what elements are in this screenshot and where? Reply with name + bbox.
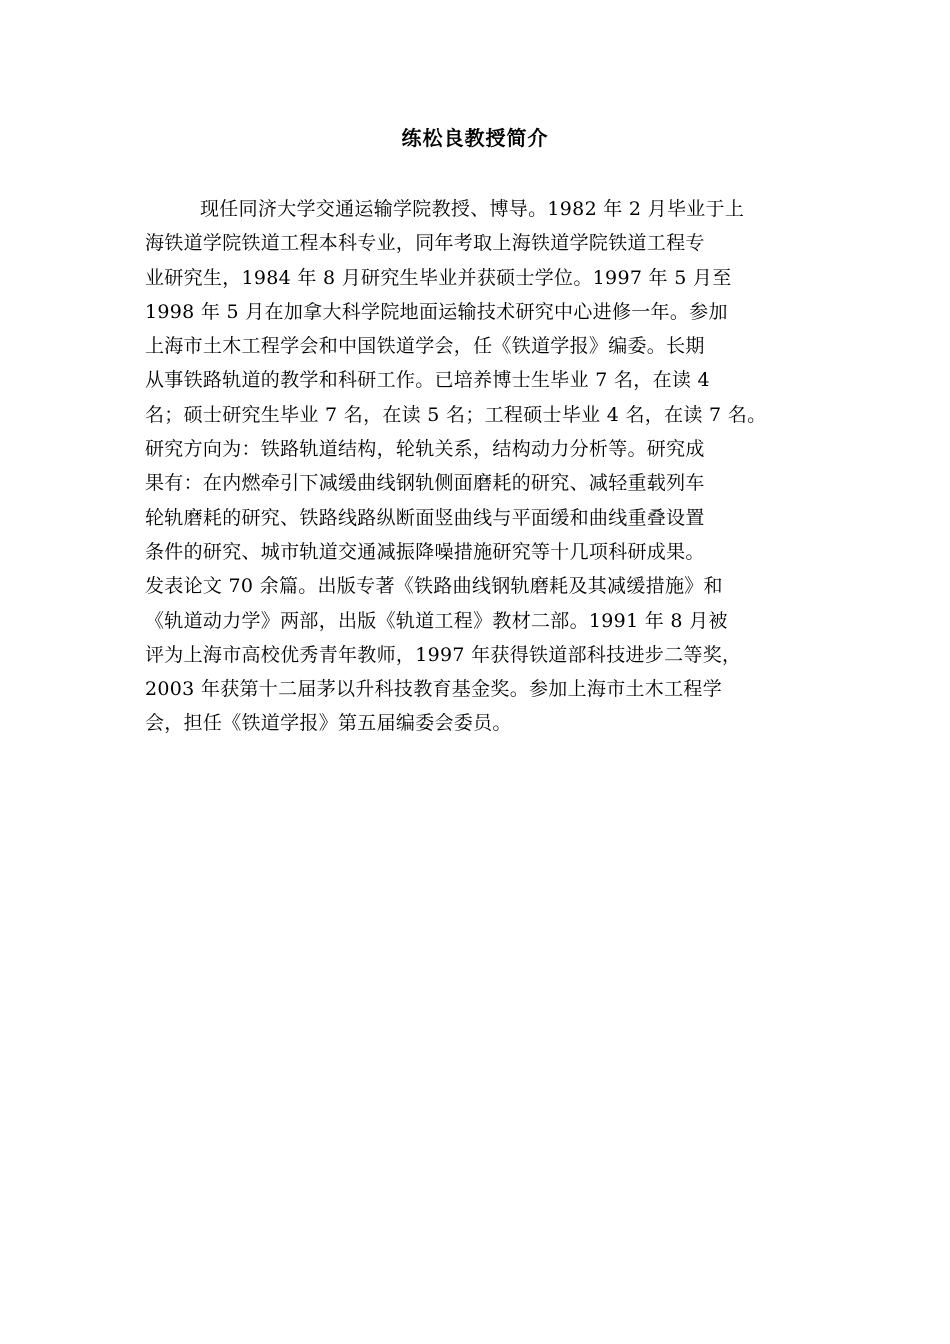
paragraph-line: 名；硕士研究生毕业 7 名，在读 5 名；工程硕士毕业 4 名，在读 7 名。 — [145, 403, 767, 426]
paragraph-line: 业研究生，1984 年 8 月研究生毕业并获硕士学位。1997 年 5 月至 — [145, 266, 732, 289]
paragraph-line: 会，担任《铁道学报》第五届编委会委员。 — [145, 712, 512, 735]
paragraph-line: 条件的研究、城市轨道交通减振降噪措施研究等十几项科研成果。 — [145, 540, 705, 563]
paragraph-line: 1998 年 5 月在加拿大科学院地面运输技术研究中心进修一年。参加 — [145, 300, 728, 323]
paragraph-line: 《轨道动力学》两部，出版《轨道工程》教材二部。1991 年 8 月被 — [145, 609, 728, 632]
paragraph-line: 海铁道学院铁道工程本科专业，同年考取上海铁道学院铁道工程专 — [145, 232, 705, 255]
paragraph-line: 从事铁路轨道的教学和科研工作。已培养博士生毕业 7 名，在读 4 — [145, 369, 710, 392]
document-title: 练松良教授简介 — [401, 126, 549, 150]
paragraph-line: 评为上海市高校优秀青年教师，1997 年获得铁道部科技进步二等奖， — [145, 643, 742, 666]
paragraph-line: 现任同济大学交通运输学院教授、博导。1982 年 2 月毕业于上 — [200, 198, 745, 220]
paragraph-line: 研究方向为：铁路轨道结构，轮轨关系，结构动力分析等。研究成 — [145, 438, 705, 461]
paragraph-line: 轮轨磨耗的研究、铁路线路纵断面竖曲线与平面缓和曲线重叠设置 — [145, 506, 705, 529]
paragraph-line: 果有：在内燃牵引下减缓曲线钢轨侧面磨耗的研究、减轻重载列车 — [145, 472, 705, 495]
paragraph-line: 上海市土木工程学会和中国铁道学会，任《铁道学报》编委。长期 — [145, 335, 705, 358]
paragraph-line: 发表论文 70 余篇。出版专著《铁路曲线钢轨磨耗及其减缓措施》和 — [145, 575, 723, 598]
paragraph-line: 2003 年获第十二届茅以升科技教育基金奖。参加上海市土木工程学 — [145, 678, 722, 701]
biography-paragraph — [145, 192, 835, 741]
